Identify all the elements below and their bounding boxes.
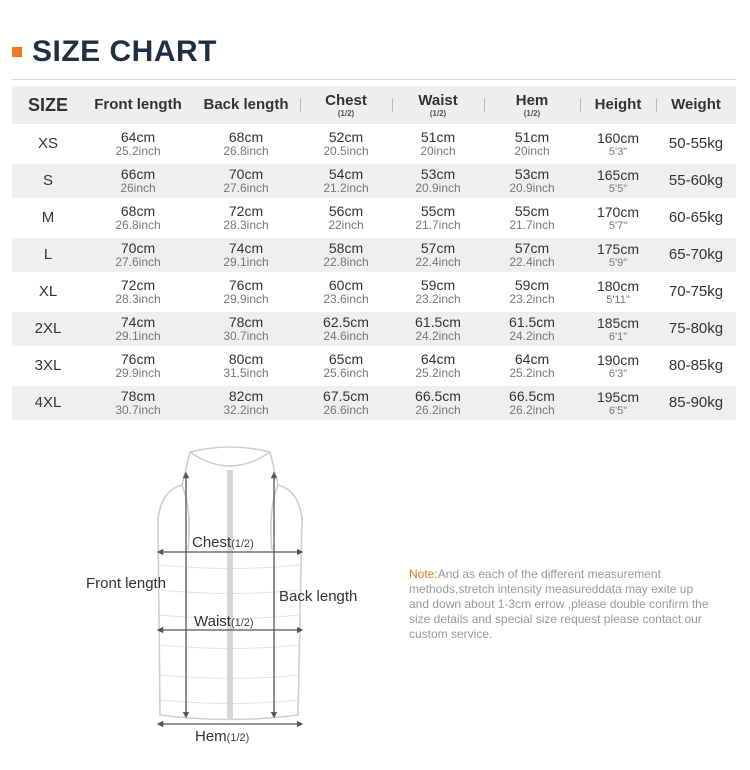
chest-label-text: Chest [192, 534, 232, 551]
table-row [12, 127, 736, 161]
feet-value: 5'11" [606, 293, 630, 306]
weight-cell [656, 201, 736, 235]
weight-value: 65-70kg [668, 246, 724, 263]
waist-cell [392, 127, 484, 161]
feet-value: 5'7" [608, 219, 628, 232]
cm-value: 185cm [596, 314, 640, 331]
column-header-label: Height [594, 96, 642, 113]
feet-value: 6'5" [608, 404, 628, 417]
feet-value: 5'3" [608, 145, 628, 158]
front-length-cell [84, 164, 192, 198]
inch-value: 20.9inch [509, 181, 555, 195]
cm-value: 62.5cm [323, 314, 369, 330]
hem-cell [484, 275, 580, 309]
chest-cell [300, 238, 392, 272]
front-length-cell [84, 275, 192, 309]
inch-value: 24.2inch [415, 329, 461, 343]
weight-value: 75-80kg [668, 320, 724, 337]
cm-value: 57cm [514, 240, 550, 256]
height-cell [580, 312, 656, 346]
feet-value: 5'9" [608, 256, 628, 269]
inch-value: 23.6inch [323, 292, 369, 306]
waist-cell [392, 275, 484, 309]
cm-value: 67.5cm [323, 388, 369, 404]
inch-value: 22.8inch [323, 255, 369, 269]
note-heading: Note: [409, 567, 438, 581]
back-length-cell [192, 349, 300, 383]
vest-diagram [80, 440, 400, 760]
weight-cell [656, 349, 736, 383]
column-header-5 [484, 86, 580, 124]
inch-value: 31.5inch [223, 366, 269, 380]
back-length-label: Back length [279, 588, 358, 605]
waist-label-sub: (1/2) [230, 617, 254, 629]
chest-label [192, 534, 254, 551]
header-divider [12, 79, 736, 80]
inch-value: 25.2inch [115, 144, 161, 158]
inch-value: 21.7inch [415, 218, 461, 232]
feet-value: 6'1" [608, 330, 628, 343]
inch-value: 20.9inch [415, 181, 461, 195]
column-header-label: Hem [515, 91, 549, 109]
table-row [12, 238, 736, 272]
table-row [12, 386, 736, 420]
cm-value: 51cm [420, 129, 456, 145]
weight-value: 60-65kg [668, 209, 724, 226]
size-value: 3XL [34, 357, 62, 374]
back-length-cell [192, 201, 300, 235]
size-value: 2XL [34, 320, 62, 337]
cm-value: 59cm [420, 277, 456, 293]
cm-value: 190cm [596, 351, 640, 368]
inch-value: 27.6inch [115, 255, 161, 269]
waist-cell [392, 201, 484, 235]
table-body [12, 127, 736, 420]
inch-value: 30.7inch [223, 329, 269, 343]
column-header-label: SIZE [27, 95, 68, 115]
back-length-cell [192, 164, 300, 198]
cm-value: 55cm [514, 203, 550, 219]
front-length-cell [84, 349, 192, 383]
inch-value: 29.1inch [115, 329, 161, 343]
column-header-label: Front length [94, 96, 182, 113]
inch-value: 26.2inch [509, 403, 555, 417]
cm-value: 53cm [514, 166, 550, 182]
feet-value: 6'3" [608, 367, 628, 380]
hem-label [195, 728, 249, 745]
cm-value: 56cm [328, 203, 364, 219]
waist-cell [392, 164, 484, 198]
weight-value: 85-90kg [668, 394, 724, 411]
cm-value: 58cm [328, 240, 364, 256]
column-header-6 [580, 86, 656, 124]
inch-value: 26.8inch [115, 218, 161, 232]
cm-value: 61.5cm [415, 314, 461, 330]
height-cell [580, 127, 656, 161]
weight-cell [656, 312, 736, 346]
cm-value: 61.5cm [509, 314, 555, 330]
cm-value: 65cm [328, 351, 364, 367]
back-length-cell [192, 386, 300, 420]
cm-value: 165cm [596, 166, 640, 183]
inch-value: 30.7inch [115, 403, 161, 417]
column-header-3 [300, 86, 392, 124]
inch-value: 25.2inch [509, 366, 555, 380]
inch-value: 32.2inch [223, 403, 269, 417]
cm-value: 78cm [120, 388, 156, 404]
inch-value: 28.3inch [115, 292, 161, 306]
weight-cell [656, 164, 736, 198]
cm-value: 82cm [228, 388, 264, 404]
inch-value: 20inch [514, 144, 550, 158]
chest-label-sub: (1/2) [231, 538, 254, 550]
inch-value: 22.4inch [415, 255, 461, 269]
cm-value: 70cm [120, 240, 156, 256]
cm-value: 160cm [596, 129, 640, 146]
hem-cell [484, 386, 580, 420]
cm-value: 60cm [328, 277, 364, 293]
weight-value: 70-75kg [668, 283, 724, 300]
page-title: SIZE CHART [32, 35, 217, 68]
table-row [12, 312, 736, 346]
inch-value: 28.3inch [223, 218, 269, 232]
weight-cell [656, 386, 736, 420]
cm-value: 72cm [120, 277, 156, 293]
cm-value: 54cm [328, 166, 364, 182]
column-header-sub: (1/2) [429, 108, 447, 118]
size-cell [12, 386, 84, 420]
cm-value: 66cm [120, 166, 156, 182]
waist-cell [392, 349, 484, 383]
hem-cell [484, 164, 580, 198]
waist-cell [392, 386, 484, 420]
front-length-label: Front length [86, 575, 167, 592]
hem-label-text: Hem [195, 728, 227, 745]
cm-value: 76cm [120, 351, 156, 367]
column-header-1 [84, 86, 192, 124]
cm-value: 52cm [328, 129, 364, 145]
height-cell [580, 164, 656, 198]
cm-value: 78cm [228, 314, 264, 330]
size-value: XS [37, 135, 58, 152]
back-length-cell [192, 238, 300, 272]
weight-cell [656, 275, 736, 309]
inch-value: 22inch [328, 218, 364, 232]
chest-cell [300, 127, 392, 161]
inch-value: 29.1inch [223, 255, 269, 269]
inch-value: 26.2inch [415, 403, 461, 417]
table-row [12, 164, 736, 198]
hem-cell [484, 201, 580, 235]
front-length-cell [84, 127, 192, 161]
column-header-sub: (1/2) [337, 108, 355, 118]
cm-value: 180cm [596, 277, 640, 294]
height-cell [580, 349, 656, 383]
size-cell [12, 312, 84, 346]
waist-label-text: Waist [194, 613, 231, 630]
cm-value: 175cm [596, 240, 640, 257]
accent-square [12, 47, 22, 57]
inch-value: 26inch [120, 181, 156, 195]
cm-value: 53cm [420, 166, 456, 182]
column-header-2 [192, 86, 300, 124]
cm-value: 170cm [596, 203, 640, 220]
size-value: 4XL [34, 394, 62, 411]
cm-value: 59cm [514, 277, 550, 293]
inch-value: 23.2inch [509, 292, 555, 306]
size-value: L [43, 246, 53, 263]
hem-cell [484, 127, 580, 161]
chest-cell [300, 275, 392, 309]
waist-label [194, 613, 254, 630]
column-header-label: Chest [325, 91, 367, 109]
size-cell [12, 127, 84, 161]
height-cell [580, 201, 656, 235]
chest-cell [300, 164, 392, 198]
table-header-row [12, 86, 736, 124]
height-cell [580, 386, 656, 420]
table-row [12, 201, 736, 235]
cm-value: 66.5cm [509, 388, 555, 404]
cm-value: 72cm [228, 203, 264, 219]
cm-value: 55cm [420, 203, 456, 219]
inch-value: 21.7inch [509, 218, 555, 232]
inch-value: 21.2inch [323, 181, 369, 195]
size-cell [12, 238, 84, 272]
cm-value: 57cm [420, 240, 456, 256]
size-value: S [42, 172, 53, 189]
hem-label-sub: (1/2) [226, 732, 250, 744]
inch-value: 25.2inch [415, 366, 461, 380]
table-row [12, 275, 736, 309]
height-cell [580, 238, 656, 272]
back-length-cell [192, 312, 300, 346]
back-length-cell [192, 127, 300, 161]
weight-cell [656, 127, 736, 161]
inch-value: 27.6inch [223, 181, 269, 195]
column-header-label: Weight [671, 96, 721, 113]
column-header-4 [392, 86, 484, 124]
back-length-cell [192, 275, 300, 309]
cm-value: 74cm [228, 240, 264, 256]
column-header-sub: (1/2) [523, 108, 541, 118]
cm-value: 195cm [596, 388, 640, 405]
header [12, 34, 217, 70]
size-cell [12, 201, 84, 235]
column-header-7 [656, 86, 736, 124]
size-table [12, 83, 736, 423]
size-cell [12, 349, 84, 383]
cm-value: 68cm [228, 129, 264, 145]
inch-value: 23.2inch [415, 292, 461, 306]
column-header-label: Waist [418, 91, 458, 109]
waist-cell [392, 238, 484, 272]
inch-value: 22.4inch [509, 255, 555, 269]
column-header-label: Back length [203, 96, 289, 113]
inch-value: 26.6inch [323, 403, 369, 417]
inch-value: 20inch [420, 144, 456, 158]
chest-cell [300, 349, 392, 383]
cm-value: 51cm [514, 129, 550, 145]
chest-cell [300, 386, 392, 420]
cm-value: 64cm [514, 351, 550, 367]
cm-value: 76cm [228, 277, 264, 293]
note-body: And as each of the different measurement methods,stretch intensity measureddata may exite up and down about 1-3cm errow ,please double confirm the size details and special size request please contact our custom service. [409, 567, 709, 641]
measurement-note [409, 567, 709, 642]
size-cell [12, 275, 84, 309]
cm-value: 64cm [120, 129, 156, 145]
cm-value: 70cm [228, 166, 264, 182]
inch-value: 26.8inch [223, 144, 269, 158]
front-length-cell [84, 386, 192, 420]
chest-cell [300, 312, 392, 346]
weight-value: 50-55kg [668, 135, 724, 152]
size-value: XL [38, 283, 58, 300]
height-cell [580, 275, 656, 309]
cm-value: 64cm [420, 351, 456, 367]
hem-cell [484, 312, 580, 346]
cm-value: 66.5cm [415, 388, 461, 404]
feet-value: 5'5" [608, 182, 628, 195]
chest-cell [300, 201, 392, 235]
hem-cell [484, 238, 580, 272]
inch-value: 24.6inch [323, 329, 369, 343]
hem-cell [484, 349, 580, 383]
cm-value: 80cm [228, 351, 264, 367]
size-cell [12, 164, 84, 198]
inch-value: 29.9inch [223, 292, 269, 306]
column-header-0 [12, 86, 84, 124]
inch-value: 29.9inch [115, 366, 161, 380]
front-length-cell [84, 201, 192, 235]
table-row [12, 349, 736, 383]
inch-value: 24.2inch [509, 329, 555, 343]
front-length-cell [84, 238, 192, 272]
inch-value: 20.5inch [323, 144, 369, 158]
weight-cell [656, 238, 736, 272]
weight-value: 80-85kg [668, 357, 724, 374]
weight-value: 55-60kg [668, 172, 724, 189]
front-length-cell [84, 312, 192, 346]
cm-value: 74cm [120, 314, 156, 330]
size-value: M [41, 209, 55, 226]
cm-value: 68cm [120, 203, 156, 219]
waist-cell [392, 312, 484, 346]
inch-value: 25.6inch [323, 366, 369, 380]
